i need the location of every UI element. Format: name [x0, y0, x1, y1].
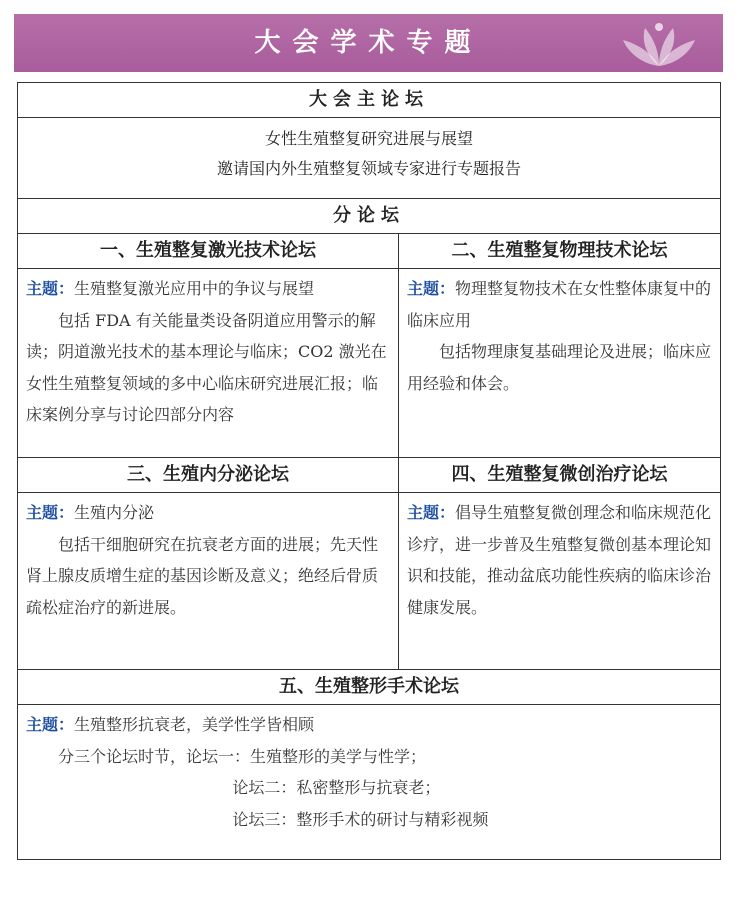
forum1-topic-label: 主题：	[26, 279, 75, 298]
forum5-line1: 分三个论坛时节，论坛一：生殖整形的美学与性学；	[58, 746, 427, 766]
forum3-desc: 包括干细胞研究在抗衰老方面的进展；先天性肾上腺皮质增生症的基因诊断及意义；绝经后骨质疏松症治疗的新进展。	[26, 534, 379, 617]
forum4-title: 四、生殖整复微创治疗论坛	[399, 458, 721, 493]
forum2-content	[399, 269, 721, 458]
forum3-topic: 生殖内分泌	[74, 503, 155, 522]
lotus-flower-logo-icon	[619, 20, 699, 68]
forum4-topic-label: 主题：	[407, 503, 456, 522]
forum-table	[17, 82, 721, 860]
main-forum-line2: 邀请国内外生殖整复领域专家进行专题报告	[216, 159, 521, 178]
forum2-topic: 物理整复物技术在女性整体康复中的临床应用	[407, 279, 712, 330]
banner	[14, 14, 723, 72]
forum5-content	[18, 705, 721, 860]
forum2-desc: 包括物理康复基础理论及进展；临床应用经验和体会。	[407, 342, 712, 393]
forum2-topic-label: 主题：	[407, 279, 456, 298]
forum1-content	[18, 269, 399, 458]
forum5-line2: 论坛二：私密整形与抗衰老；	[232, 778, 441, 797]
forum3-topic-label: 主题：	[26, 503, 75, 522]
forum1-topic: 生殖整复激光应用中的争议与展望	[74, 279, 315, 298]
forum3-title: 三、生殖内分泌论坛	[18, 458, 399, 493]
forum5-topic: 生殖整形抗衰老，美学性学皆相顾	[74, 715, 315, 734]
forum4-content	[399, 493, 721, 670]
banner-title: 大会学术专题	[254, 28, 483, 58]
forum4-topic: 倡导生殖整复微创理念和临床规范化诊疗，进一步普及生殖整复微创基本理论知识和技能，推动盆底功能性疾病的临床诊治健康发展。	[407, 503, 712, 617]
main-forum-intro	[18, 118, 721, 199]
forum3-content	[18, 493, 399, 670]
forum1-title: 一、生殖整复激光技术论坛	[18, 234, 399, 269]
forum5-title: 五、生殖整形手术论坛	[18, 670, 721, 705]
main-forum-title: 大会主论坛	[18, 83, 721, 118]
forum2-title: 二、生殖整复物理技术论坛	[399, 234, 721, 269]
main-forum-line1: 女性生殖整复研究进展与展望	[264, 129, 473, 148]
forum5-line3: 论坛三：整形手术的研讨与精彩视频	[232, 809, 489, 829]
forum5-topic-label: 主题：	[26, 715, 75, 734]
sub-forums-title: 分论坛	[18, 199, 721, 234]
forum1-desc: 包括 FDA 有关能量类设备阴道应用警示的解读；阴道激光技术的基本理论与临床；CO2 激光在女性生殖整复领域的多中心临床研究进展汇报；临床案例分享与讨论四部分内容	[26, 310, 387, 424]
